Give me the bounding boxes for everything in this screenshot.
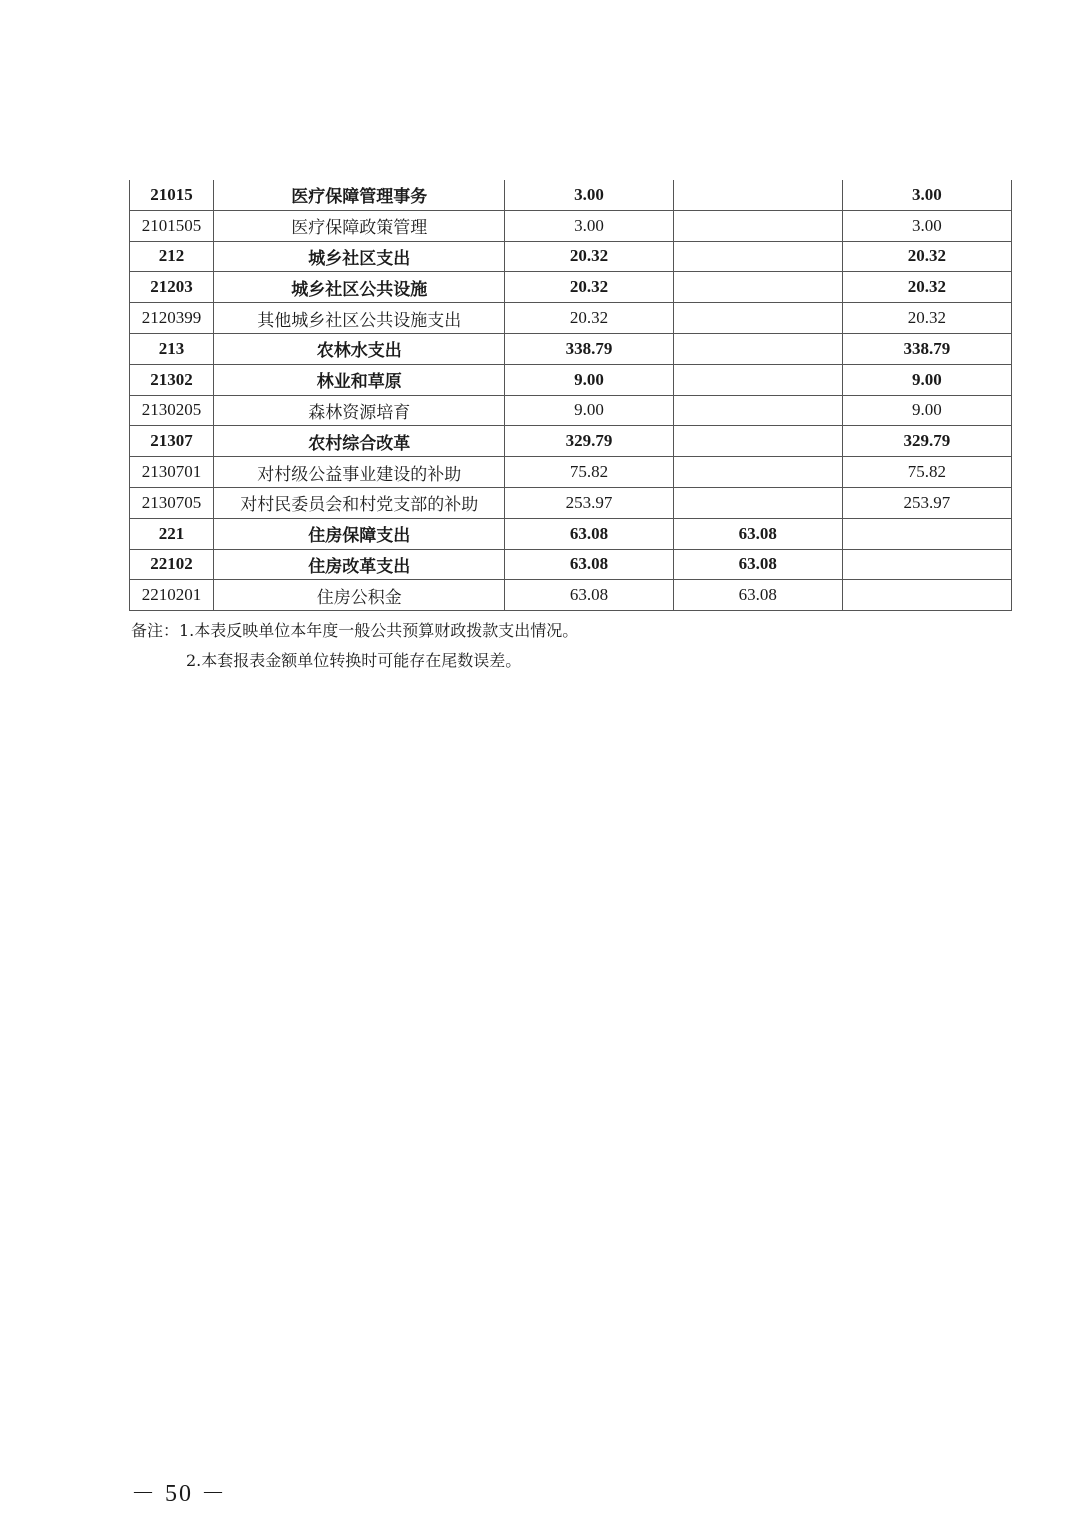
cell-project	[842, 580, 1011, 611]
table-row	[130, 580, 1012, 611]
cell-code: 22102	[130, 549, 214, 580]
cell-basic	[673, 241, 842, 272]
cell-project	[842, 549, 1011, 580]
table-row	[130, 549, 1012, 580]
cell-project: 9.00	[842, 395, 1011, 426]
cell-project: 9.00	[842, 364, 1011, 395]
cell-code: 2130705	[130, 487, 214, 518]
cell-basic: 63.08	[673, 518, 842, 549]
cell-code: 213	[130, 333, 214, 364]
cell-total: 9.00	[505, 395, 673, 426]
cell-basic	[673, 487, 842, 518]
cell-project: 253.97	[842, 487, 1011, 518]
table-body	[130, 180, 1012, 611]
cell-total: 75.82	[505, 457, 673, 488]
cell-code: 21302	[130, 364, 214, 395]
cell-name: 对村级公益事业建设的补助	[214, 457, 505, 488]
cell-project: 20.32	[842, 303, 1011, 334]
cell-code: 2120399	[130, 303, 214, 334]
cell-total: 20.32	[505, 272, 673, 303]
cell-code: 221	[130, 518, 214, 549]
table-row	[130, 518, 1012, 549]
cell-project: 75.82	[842, 457, 1011, 488]
notes	[131, 616, 578, 676]
cell-project	[842, 518, 1011, 549]
cell-basic	[673, 457, 842, 488]
cell-project: 3.00	[842, 180, 1011, 210]
cell-total: 3.00	[505, 180, 673, 210]
cell-code: 212	[130, 241, 214, 272]
cell-name: 农林水支出	[214, 333, 505, 364]
page-number: － 50 －	[131, 1481, 227, 1507]
cell-code: 2130701	[130, 457, 214, 488]
cell-basic	[673, 303, 842, 334]
cell-project: 20.32	[842, 272, 1011, 303]
table-row	[130, 180, 1012, 210]
cell-total: 63.08	[505, 549, 673, 580]
cell-total: 253.97	[505, 487, 673, 518]
cell-name: 农村综合改革	[214, 426, 505, 457]
cell-name: 医疗保障政策管理	[214, 210, 505, 241]
cell-basic	[673, 272, 842, 303]
table-row	[130, 364, 1012, 395]
cell-total: 63.08	[505, 518, 673, 549]
table-row	[130, 241, 1012, 272]
cell-total: 63.08	[505, 580, 673, 611]
cell-basic	[673, 426, 842, 457]
cell-total: 3.00	[505, 210, 673, 241]
cell-name: 对村民委员会和村党支部的补助	[214, 487, 505, 518]
table-row	[130, 395, 1012, 426]
cell-project: 338.79	[842, 333, 1011, 364]
cell-basic	[673, 333, 842, 364]
cell-name: 医疗保障管理事务	[214, 180, 505, 210]
cell-code: 2210201	[130, 580, 214, 611]
cell-code: 2101505	[130, 210, 214, 241]
cell-name: 住房改革支出	[214, 549, 505, 580]
table-row	[130, 487, 1012, 518]
cell-code: 21203	[130, 272, 214, 303]
table-row	[130, 333, 1012, 364]
cell-name: 其他城乡社区公共设施支出	[214, 303, 505, 334]
cell-total: 338.79	[505, 333, 673, 364]
cell-code: 21015	[130, 180, 214, 210]
cell-basic: 63.08	[673, 580, 842, 611]
cell-basic	[673, 395, 842, 426]
note-line-2: 2.本套报表金额单位转换时可能存在尾数误差。	[186, 651, 522, 670]
cell-total: 329.79	[505, 426, 673, 457]
note-line-1: 备注：1.本表反映单位本年度一般公共预算财政拨款支出情况。	[131, 621, 579, 640]
cell-basic	[673, 210, 842, 241]
table-row	[130, 457, 1012, 488]
cell-name: 住房保障支出	[214, 518, 505, 549]
table-row	[130, 210, 1012, 241]
cell-code: 21307	[130, 426, 214, 457]
cell-basic	[673, 180, 842, 210]
cell-project: 20.32	[842, 241, 1011, 272]
budget-expenditure-table	[129, 180, 1012, 611]
table-row	[130, 426, 1012, 457]
cell-total: 9.00	[505, 364, 673, 395]
cell-total: 20.32	[505, 303, 673, 334]
cell-total: 20.32	[505, 241, 673, 272]
cell-name: 林业和草原	[214, 364, 505, 395]
cell-name: 住房公积金	[214, 580, 505, 611]
cell-basic	[673, 364, 842, 395]
cell-name: 城乡社区公共设施	[214, 272, 505, 303]
cell-name: 森林资源培育	[214, 395, 505, 426]
cell-project: 329.79	[842, 426, 1011, 457]
table-row	[130, 303, 1012, 334]
cell-project: 3.00	[842, 210, 1011, 241]
table-row	[130, 272, 1012, 303]
cell-basic: 63.08	[673, 549, 842, 580]
cell-name: 城乡社区支出	[214, 241, 505, 272]
cell-code: 2130205	[130, 395, 214, 426]
